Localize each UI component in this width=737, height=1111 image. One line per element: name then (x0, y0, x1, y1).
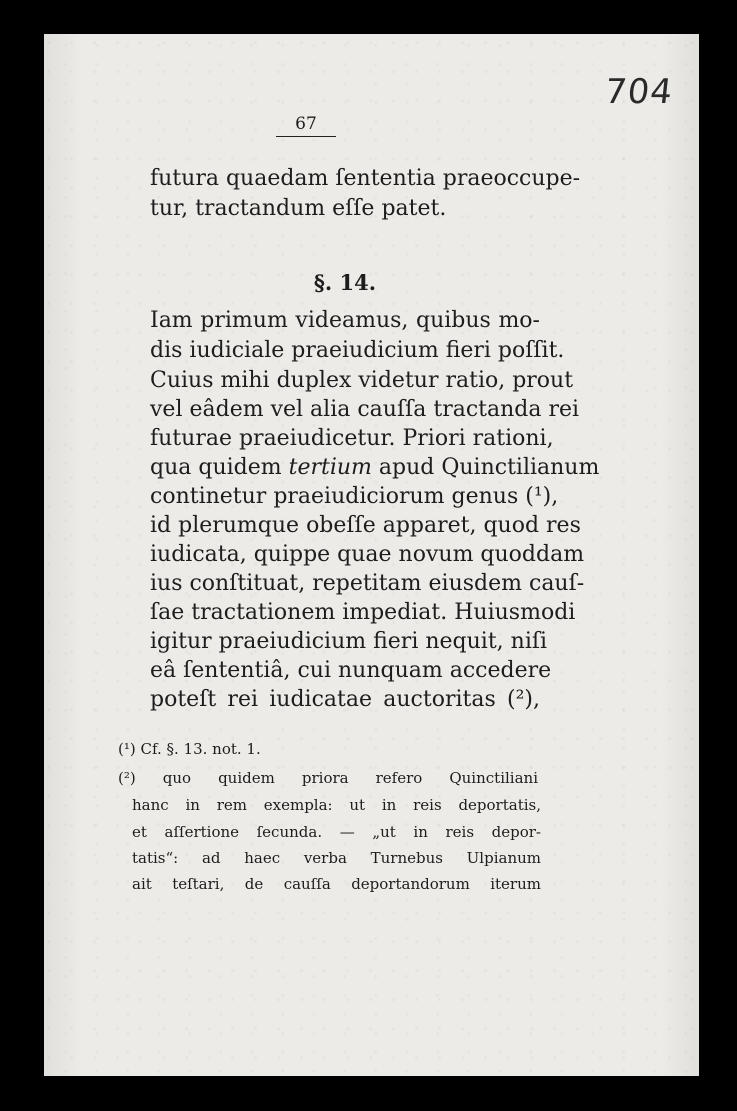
text-line: id plerumque obeſſe apparet, quod res (150, 513, 581, 538)
footnote-1: (¹) Cf. §. 13. not. 1. (118, 740, 261, 758)
page-number: 67 (276, 114, 336, 137)
footnote-2-line: tatis“: ad haec verba Turnebus Ulpianum (132, 849, 541, 867)
text-line: iudicata, quippe quae novum quoddam (150, 542, 585, 567)
text-line: poteſt rei iudicatae auctoritas (²), (150, 687, 540, 712)
footnote-2-line: et aſſertione ſecunda. — „ut in reis depor- (132, 823, 541, 841)
text-line: futurae praeiudicetur. Priori rationi, (150, 426, 554, 451)
text-line-with-italic: qua quidem tertium apud Quinctilianum (150, 455, 600, 480)
footnote-2-line: (²) quo quidem priora refero Quinctiliani (118, 769, 538, 787)
section-heading: §. 14. (313, 270, 377, 295)
text-line: igitur praeiudicium fieri nequit, niſi (150, 629, 548, 654)
text-line: tur, tractandum eſſe patet. (150, 196, 447, 221)
italic-word: tertium (288, 455, 372, 480)
text-line: Iam primum videamus, quibus mo- (150, 308, 540, 333)
text-line: eâ ſententiâ, cui nunquam accedere (150, 658, 552, 683)
footnote-2-line: ait teſtari, de cauſſa deportandorum iterum (132, 875, 541, 893)
footnote-2-line: hanc in rem exempla: ut in reis deportatis, (132, 796, 541, 814)
text-line: ius conſtituat, repetitam eiusdem cauſ- (150, 571, 585, 596)
text-line: dis iudiciale praeiudicium fieri poſſit. (150, 338, 565, 363)
text-line: vel eâdem vel alia cauſſa tractanda rei (150, 397, 580, 422)
text-line: continetur praeiudiciorum genus (¹), (150, 484, 559, 509)
text-line: Cuius mihi duplex videtur ratio, prout (150, 368, 574, 393)
text-line: ſae tractationem impediat. Huiusmodi (150, 600, 576, 625)
handwritten-folio-number: 704 (602, 72, 676, 112)
text-line: futura quaedam ſententia praeoccupe- (150, 166, 581, 191)
